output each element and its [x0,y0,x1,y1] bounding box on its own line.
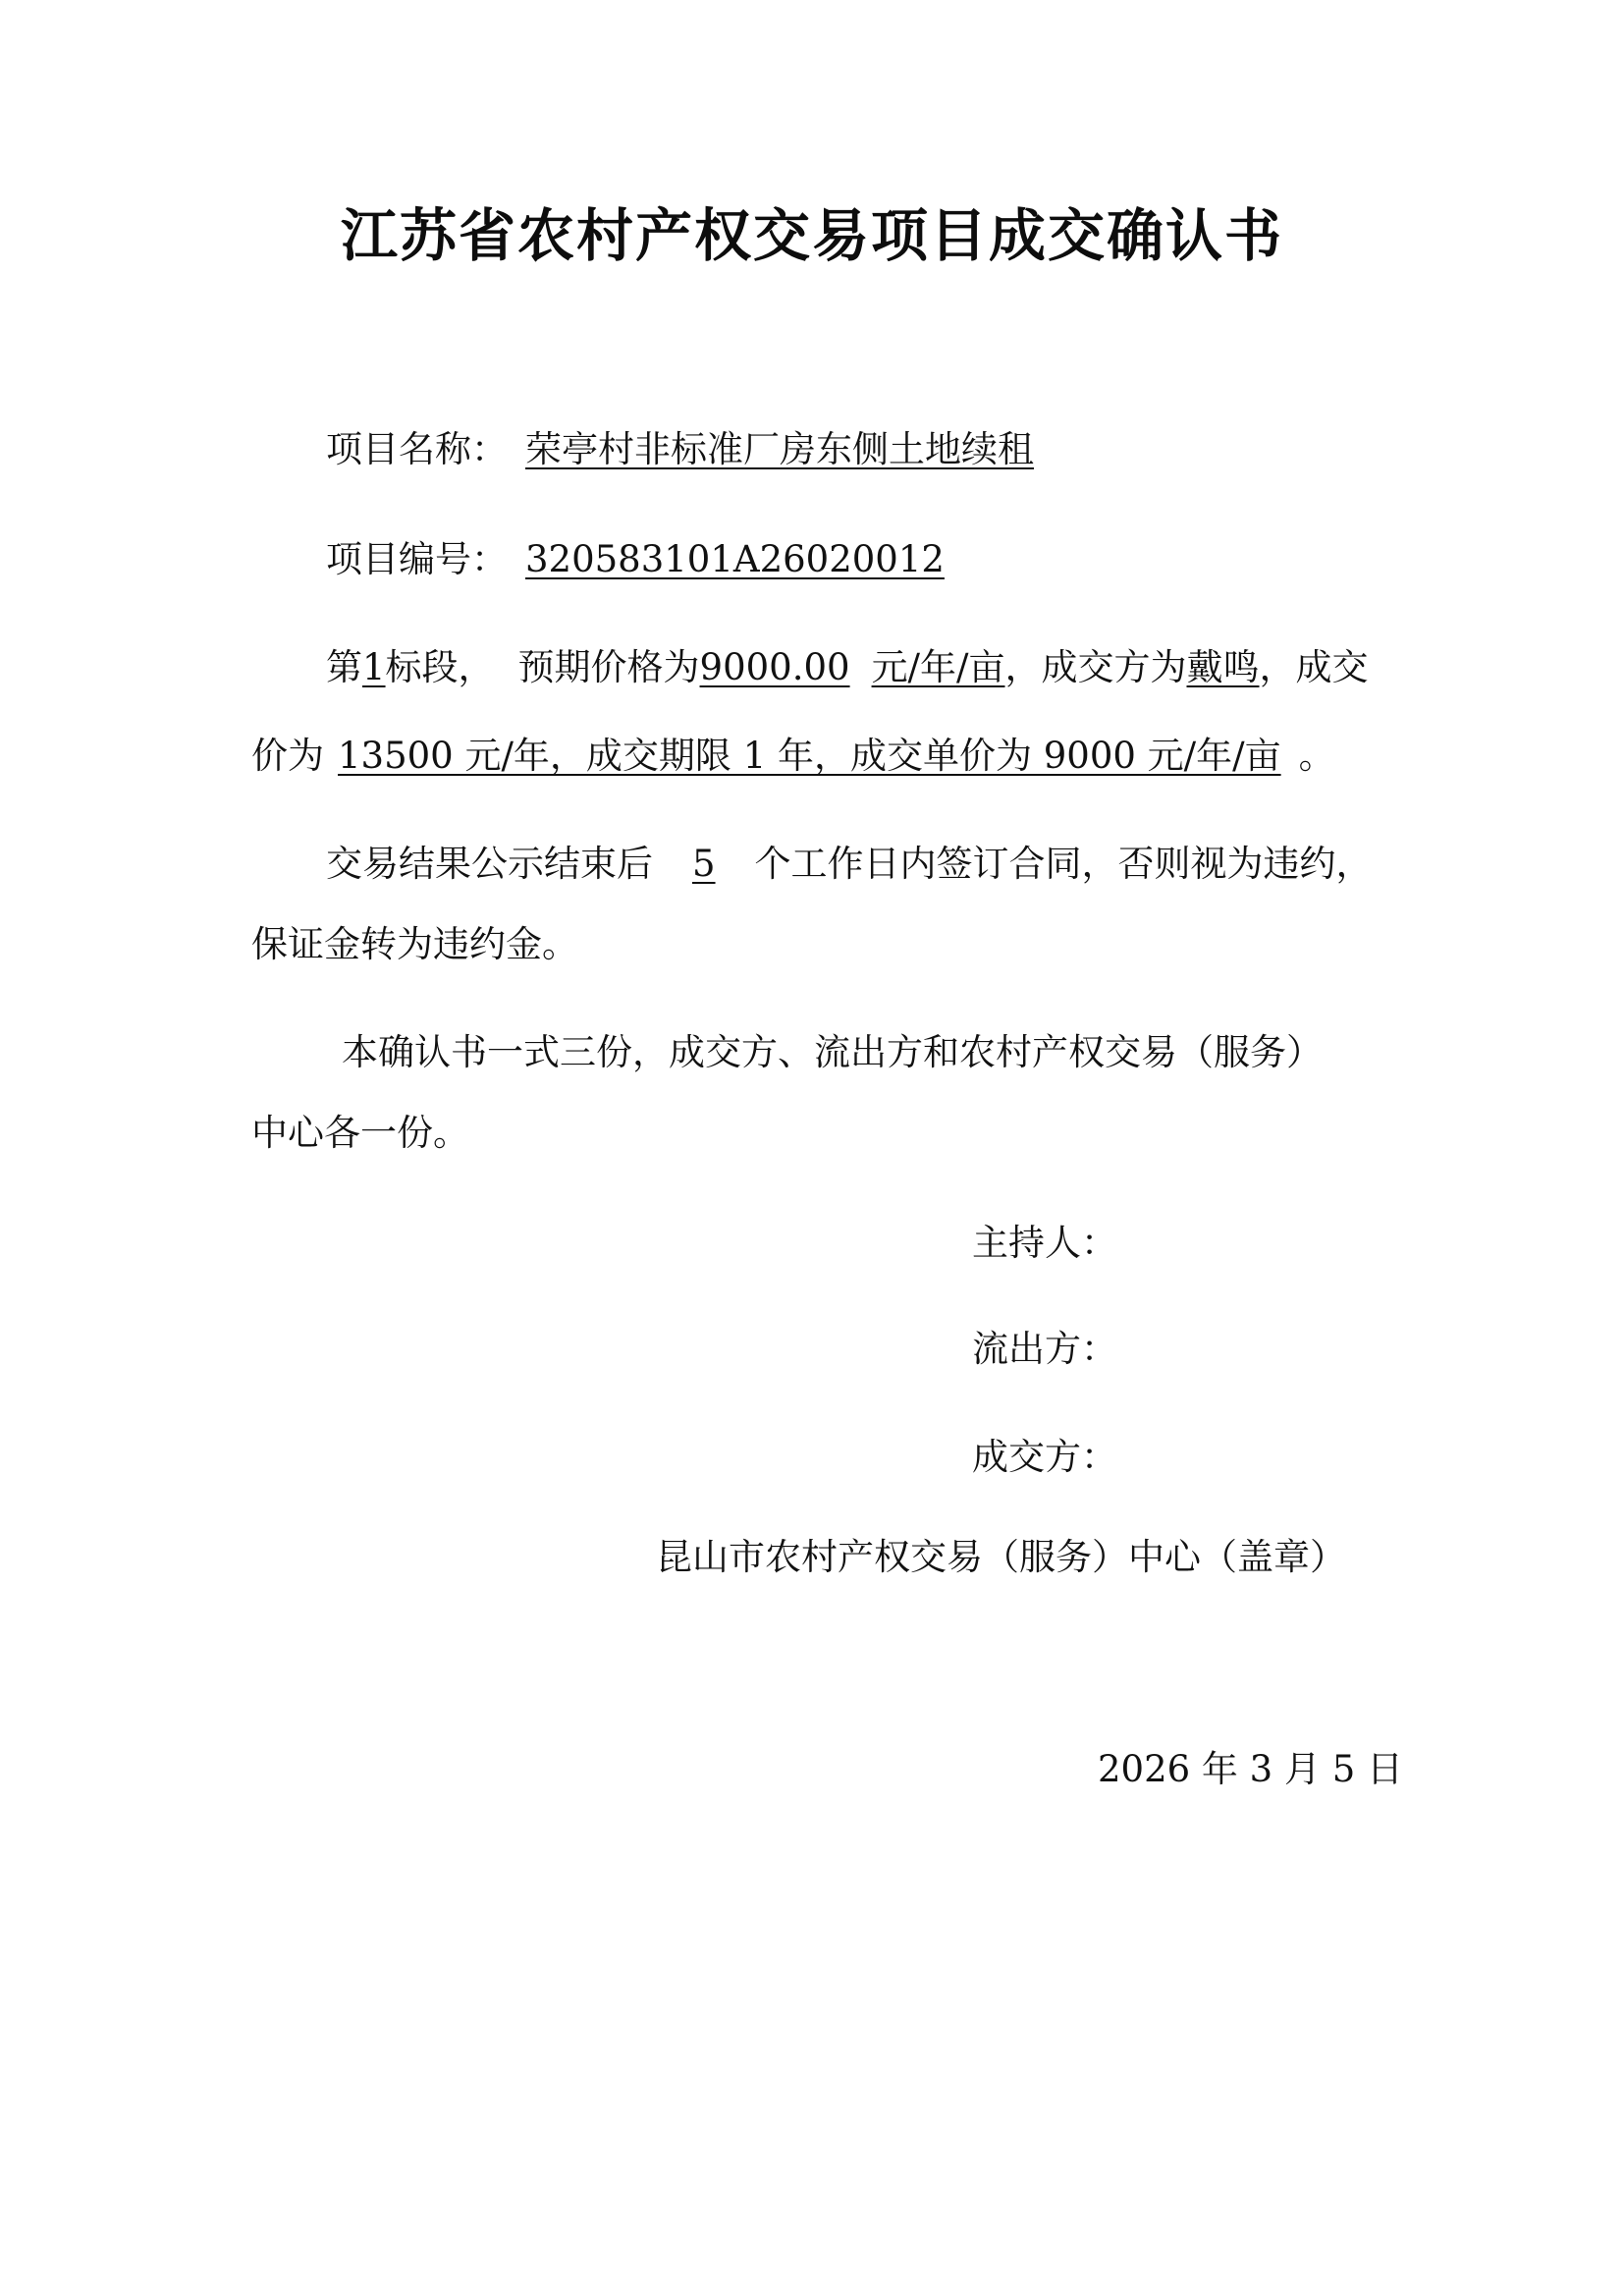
host-signature-label: 主持人： [972,1222,1117,1264]
issue-date: 2026 年 3 月 5 日 [1098,1748,1404,1790]
lot-text: ，成交 [1259,646,1369,688]
contract-text: 保证金转为违约金。 [251,923,578,965]
buyer-label: ，成交方为 [1004,646,1187,688]
contract-days: 5 [692,843,716,885]
issuer-name: 昆山市农村产权交易（服务）中心（盖章） [656,1536,1346,1578]
copies-paragraph-line-2: 中心各一份。 [251,1112,469,1154]
buyer-name: 戴鸣 [1186,646,1260,688]
lot-paragraph-line-1 [326,638,1369,697]
document-title: 江苏省农村产权交易项目成交确认书 [340,202,1283,269]
project-number-label: 项目编号： [326,538,508,580]
project-number-value: 320583101A26020012 [525,538,945,580]
project-name-label: 项目名称： [326,428,508,470]
contract-text: 交易结果公示结束后 [326,843,653,885]
transferor-signature-label: 流出方： [972,1328,1117,1370]
contract-paragraph-line-1 [326,835,1373,894]
transferee-signature-label: 成交方： [972,1436,1117,1478]
contract-paragraph-line-2 [251,915,578,974]
project-name-row [326,420,1056,479]
project-number-row [326,530,962,589]
lot-paragraph-line-2 [251,727,1335,786]
lot-number: 1 [362,646,386,688]
project-name-value: 荣亭村非标准厂房东侧土地续租 [525,428,1034,470]
deal-price-label: 价为 [251,735,324,777]
lot-text: 标段， [385,646,495,688]
lot-text: 。 [1298,735,1335,777]
expected-price-value: 9000.00 元/年/亩 [699,646,1005,688]
lot-text: 第 [326,646,362,688]
deal-terms: 13500 元/年，成交期限 1 年，成交单价为 9000 元/年/亩 [338,735,1281,777]
contract-text: 个工作日内签订合同，否则视为违约， [754,843,1373,885]
expected-price-label: 预期价格为 [517,646,700,688]
copies-paragraph-line-1: 本确认书一式三份，成交方、流出方和农村产权交易（服务） [342,1031,1323,1073]
